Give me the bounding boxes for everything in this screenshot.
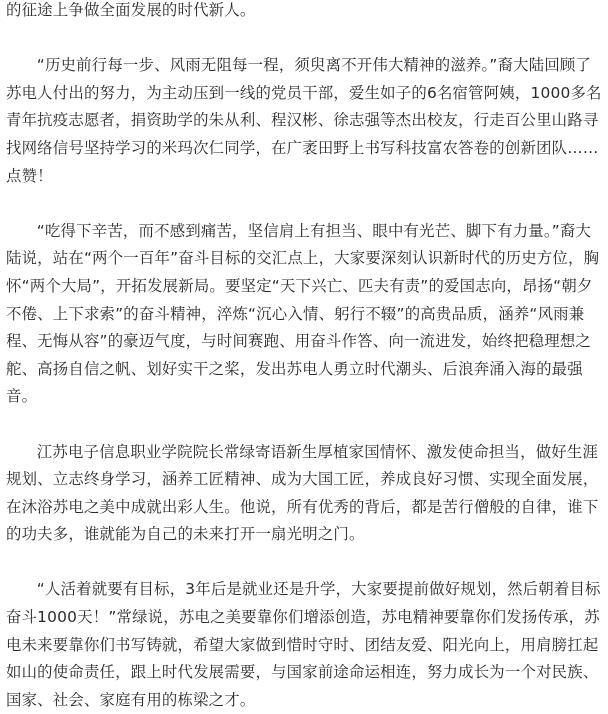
article-body bbox=[6, 0, 602, 714]
article-paragraph: 江苏电子信息职业学院院长常绿寄语新生厚植家国情怀、激发使命担当，做好生涯规划、立志终身学习，涵养工匠精神、成为大国工匠，养成良好习惯、实现全面发展，在沐浴苏电之美中成就出彩人生。他说，所有优秀的背后，都是苦行僧般的自律，谁下的功夫多，谁就能为自己的未来打开一扇光明之门。 bbox=[6, 442, 599, 544]
article-paragraph: “吃得下辛苦，而不感到痛苦，坚信肩上有担当、眼中有光芒、脚下有力量。”裔大陆说，站在“两个一百年”奋斗目标的交汇点上，大家要深刻认识新时代的历史方位，胸怀“两个大局”，开拓发展新局。要坚定“天下兴亡、匹夫有责”的爱国志向，昂扬“朝夕不倦、上下求索”的奋斗精神，淬炼“沉心入情、躬行不辍”的高贵品质，涵养“风雨兼程、无悔从容”的豪迈气度，与时间赛跑、用奋斗作答、向一流进发，始终把稳理想之舵、高扬自信之帆、划好实干之桨，发出苏电人勇立时代潮头、后浪奔涌入海的最强音。 bbox=[6, 221, 600, 406]
article-paragraph: “历史前行每一步、风雨无阻每一程，须臾离不开伟大精神的滋养。”裔大陆回顾了苏电人付出的努力，为主动压到一线的党员干部，爱生如子的6名宿管阿姨，1000多名青年抗疫志愿者，捐资助学的朱从利、程汉彬、徐志强等杰出校友，行走百公里山路寻找网络信号坚持学习的米玛次仁同学，在广袤田野上书写科技富农答卷的创新团队……点赞！ bbox=[6, 56, 602, 185]
article-paragraph: “人活着就要有目标，3年后是就业还是升学，大家要提前做好规划，然后朝着目标奋斗1000天！”常绿说，苏电之美要靠你们增添创造，苏电精神要靠你们发扬传承，苏电未来要靠你们书写铸就，希望大家做到惜时守时、团结友爱、阳光向上，用肩膀扛起如山的使命责任，跟上时代发展需要，与国家前途命运相连，努力成长为一个对民族、国家、社会、家庭有用的栋梁之才。 bbox=[6, 580, 601, 709]
article-paragraph: 的征途上争做全面发展的时代新人。 bbox=[6, 1, 256, 19]
paragraph-gap bbox=[6, 549, 602, 577]
paragraph-gap bbox=[6, 25, 602, 53]
paragraph-gap bbox=[6, 411, 602, 439]
paragraph-gap bbox=[6, 190, 602, 218]
